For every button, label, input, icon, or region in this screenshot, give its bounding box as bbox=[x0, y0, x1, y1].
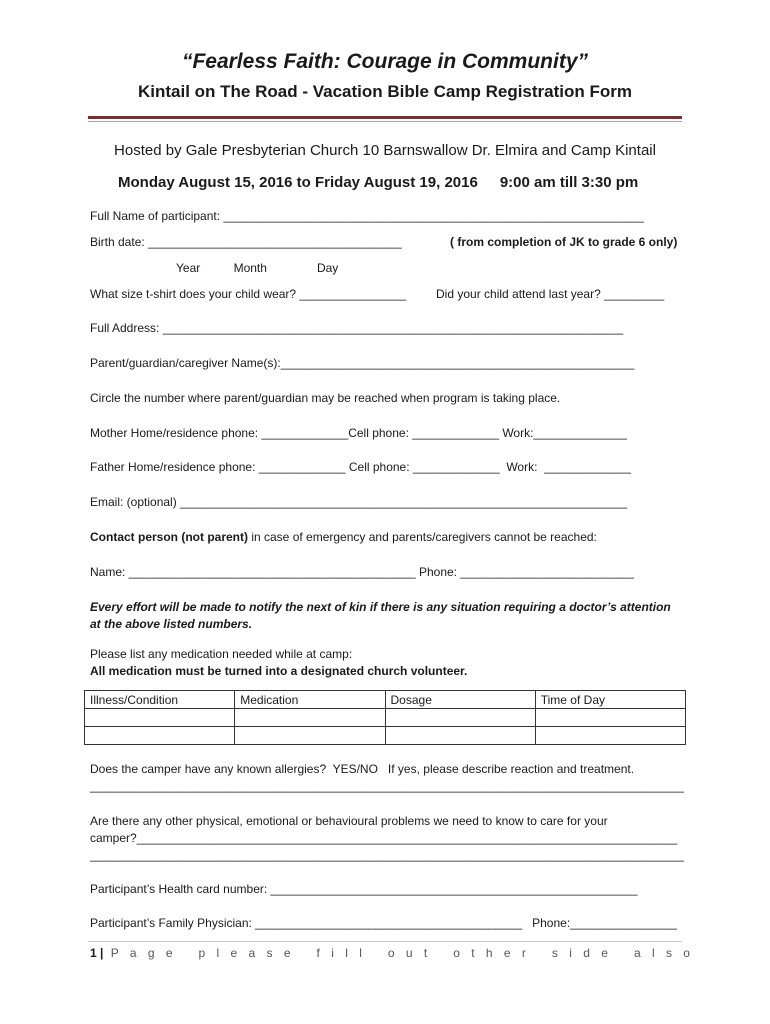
form-subtitle: Kintail on The Road - Vacation Bible Camp Registration Form bbox=[138, 82, 632, 101]
camp-dates bbox=[118, 174, 638, 191]
page-number: 1 | bbox=[90, 946, 104, 960]
other-problems-question: Are there any other physical, emotional or behavioural problems we need to know to care for your bbox=[90, 814, 608, 828]
table-row bbox=[85, 709, 686, 727]
header-divider bbox=[88, 116, 682, 119]
table-cell[interactable] bbox=[385, 727, 535, 745]
attended-last-year-field[interactable]: Did your child attend last year? _________ bbox=[436, 287, 665, 301]
mother-phones-field[interactable]: Mother Home/residence phone: _____________Cell phone: _____________ Work:______________ bbox=[90, 426, 627, 440]
birth-date-field[interactable]: Birth date: ______________________________________ bbox=[90, 235, 402, 249]
tshirt-size-field[interactable]: What size t-shirt does your child wear? ________________ bbox=[90, 287, 407, 301]
other-problems-answer-line-2[interactable]: _________________________________________________________________________________________ bbox=[90, 848, 684, 862]
host-line: Hosted by Gale Presbyterian Church 10 Barnswallow Dr. Elmira and Camp Kintail bbox=[114, 142, 656, 159]
camp-time: 9:00 am till 3:30 pm bbox=[499, 174, 639, 191]
form-title: “Fearless Faith: Courage in Community” bbox=[181, 50, 589, 73]
health-card-field[interactable]: Participant’s Health card number: _______________________________________________________ bbox=[90, 882, 638, 896]
parent-names-field[interactable]: Parent/guardian/caregiver Name(s):_____________________________________________________ bbox=[90, 356, 635, 370]
circle-number-note: Circle the number where parent/guardian may be reached when program is taking place. bbox=[90, 391, 561, 405]
date-range: Monday August 15, 2016 to Friday August 19, 2016 bbox=[118, 174, 478, 191]
emergency-contact-field[interactable]: Name: ___________________________________________ Phone: __________________________ bbox=[90, 565, 634, 579]
allergies-question: Does the camper have any known allergies? YES/NO If yes, please describe reaction and treatment. bbox=[90, 762, 635, 776]
table-header-cell: Dosage bbox=[385, 691, 535, 709]
table-cell[interactable] bbox=[85, 727, 235, 745]
table-cell[interactable] bbox=[385, 709, 535, 727]
table-header-cell: Time of Day bbox=[535, 691, 685, 709]
notify-note-line2: at the above listed numbers. bbox=[90, 617, 253, 631]
allergies-answer-line[interactable]: _________________________________________________________________________________________ bbox=[90, 779, 684, 793]
page-footer bbox=[90, 946, 694, 960]
notify-note-line1: Every effort will be made to notify the next of kin if there is any situation requiring a doctor’s attention bbox=[90, 600, 671, 614]
date-parts-labels: Year Month Day bbox=[176, 261, 339, 275]
table-row bbox=[85, 727, 686, 745]
father-phones-field[interactable]: Father Home/residence phone: _____________ Cell phone: _____________ Work: _____________ bbox=[90, 460, 631, 474]
table-cell[interactable] bbox=[85, 709, 235, 727]
table-header-row bbox=[85, 691, 686, 709]
table-cell[interactable] bbox=[235, 709, 385, 727]
contact-person-note bbox=[90, 530, 597, 544]
table-cell[interactable] bbox=[235, 727, 385, 745]
footer-divider bbox=[88, 941, 682, 942]
address-field[interactable]: Full Address: _____________________________________________________________________ bbox=[90, 321, 624, 335]
footer-text: P a g e p l e a s e f i l l o u t o t h e r s i d e a l s o bbox=[103, 946, 694, 960]
email-field[interactable]: Email: (optional) ___________________________________________________________________ bbox=[90, 495, 628, 509]
table-cell[interactable] bbox=[535, 727, 685, 745]
table-cell[interactable] bbox=[535, 709, 685, 727]
contact-person-label: Contact person (not parent) bbox=[90, 530, 248, 544]
full-name-field[interactable]: Full Name of participant: _______________________________________________________________ bbox=[90, 209, 644, 223]
medication-table bbox=[84, 690, 686, 745]
contact-person-text: in case of emergency and parents/caregivers cannot be reached: bbox=[248, 530, 597, 544]
family-physician-field[interactable]: Participant’s Family Physician: ________________________________________ Phone:________________ bbox=[90, 916, 677, 930]
table-header-cell: Illness/Condition bbox=[85, 691, 235, 709]
grade-note: ( from completion of JK to grade 6 only) bbox=[450, 235, 678, 249]
table-header-cell: Medication bbox=[235, 691, 385, 709]
other-problems-answer-line[interactable]: camper?_________________________________________________________________________________ bbox=[90, 831, 678, 845]
medication-prompt: Please list any medication needed while at camp: bbox=[90, 647, 353, 661]
header-divider-thin bbox=[88, 121, 682, 122]
medication-rule: All medication must be turned into a designated church volunteer. bbox=[90, 664, 468, 678]
